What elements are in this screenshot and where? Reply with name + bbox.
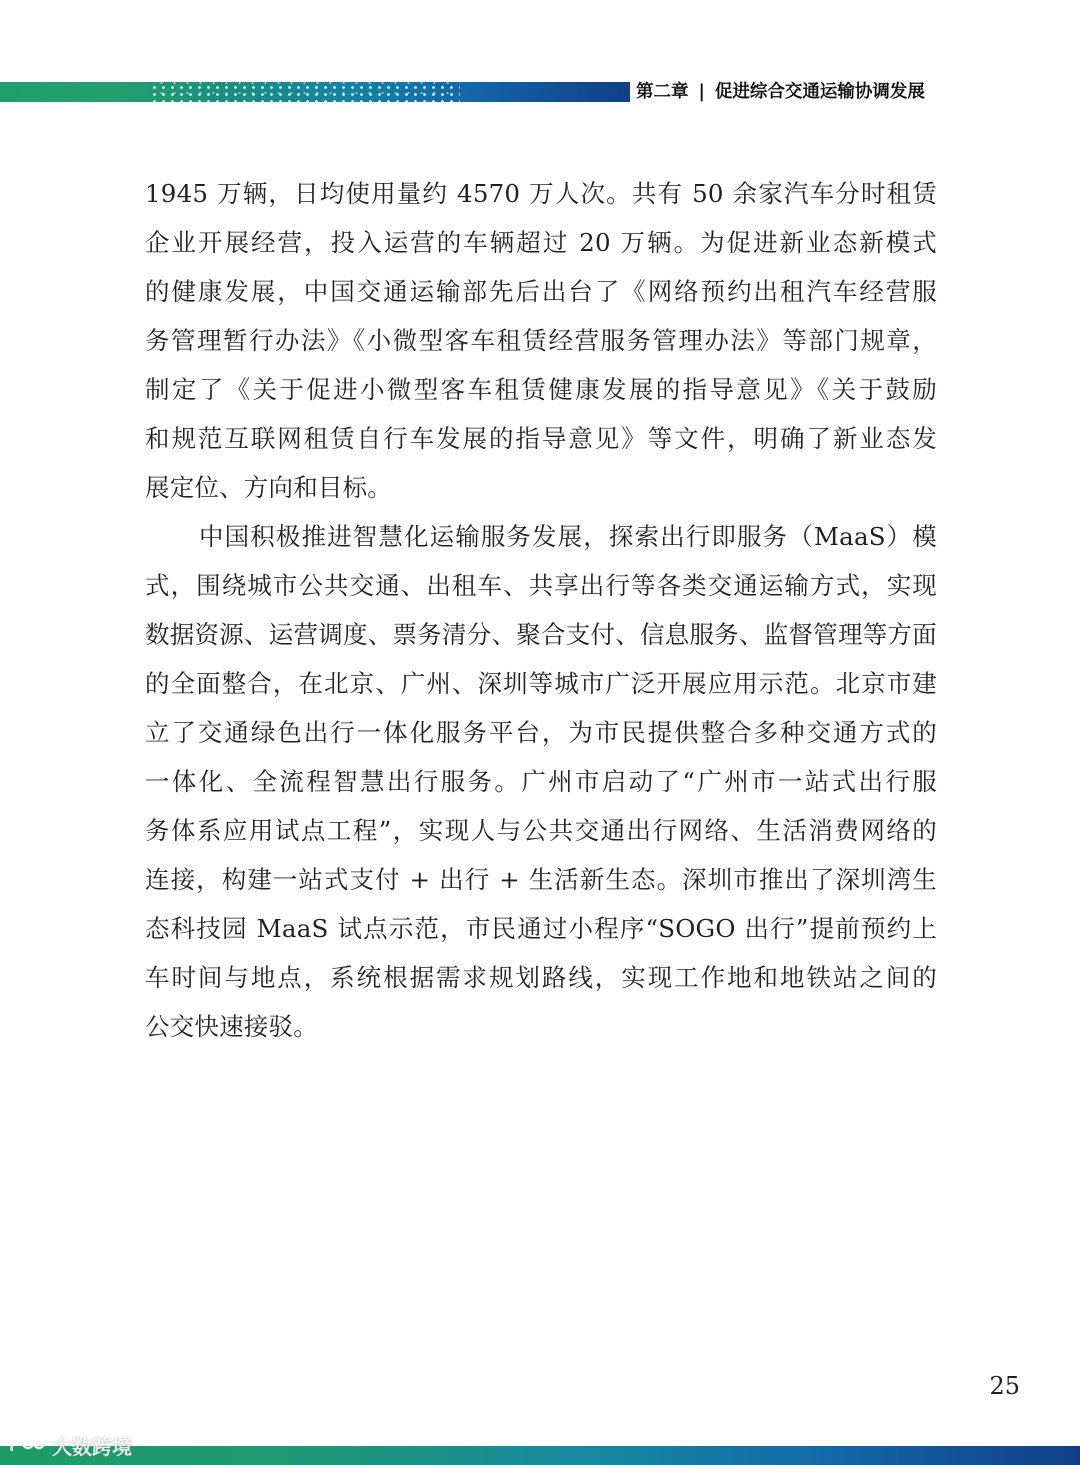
text-line: 展定位、方向和目标。 <box>145 473 392 502</box>
text-line: 中国积极推进智慧化运输服务发展，探索出行即服务（MaaS）模 <box>199 522 937 551</box>
header-dot-pattern <box>150 82 460 102</box>
text-line: 数据资源、运营调度、票务清分、聚合支付、信息服务、监督管理等方面 <box>145 620 937 649</box>
text-line: 式，围绕城市公共交通、出租车、共享出行等各类交通运输方式，实现 <box>145 571 937 600</box>
footer-band <box>0 1446 1080 1465</box>
text-line: 车时间与地点，系统根据需求规划路线，实现工作地和地铁站之间的 <box>145 963 937 992</box>
paragraph-1 <box>145 169 937 512</box>
running-header <box>636 80 925 104</box>
header-separator: | <box>698 82 705 102</box>
body-text <box>145 169 937 1051</box>
text-line: 态科技园 MaaS 试点示范，市民通过小程序“SOGO 出行”提前预约上 <box>145 914 937 943</box>
text-line: 务管理暂行办法》《小微型客车租赁经营服务管理办法》等部门规章， <box>145 326 937 355</box>
text-line: 连接，构建一站式支付 + 出行 + 生活新生态。深圳市推出了深圳湾生 <box>145 865 937 894</box>
text-line: 1945 万辆，日均使用量约 4570 万人次。共有 50 余家汽车分时租赁 <box>145 179 937 208</box>
text-line: 的健康发展，中国交通运输部先后出台了《网络预约出租汽车经营服 <box>145 277 937 306</box>
page-number: 25 <box>989 1372 1020 1400</box>
watermark-text: 大数跨境 <box>52 1434 132 1459</box>
text-line: 一体化、全流程智慧出行服务。广州市启动了“广州市一站式出行服 <box>145 767 937 796</box>
text-line: 的全面整合，在北京、广州、深圳等城市广泛开展应用示范。北京市建 <box>145 669 937 698</box>
text-line: 立了交通绿色出行一体化服务平台，为市民提供整合多种交通方式的 <box>145 718 937 747</box>
text-line: 务体系应用试点工程”，实现人与公共交通出行网络、生活消费网络的 <box>145 816 937 845</box>
text-line: 制定了《关于促进小微型客车租赁健康发展的指导意见》《关于鼓励 <box>145 375 937 404</box>
brand-logo-icon <box>8 1433 48 1457</box>
chapter-title: 促进综合交通运输协调发展 <box>714 82 925 102</box>
watermark <box>8 1430 132 1460</box>
paragraph-2 <box>145 512 937 1051</box>
text-line: 企业开展经营，投入运营的车辆超过 20 万辆。为促进新业态新模式 <box>145 228 937 257</box>
text-line: 和规范互联网租赁自行车发展的指导意见》等文件，明确了新业态发 <box>145 424 937 453</box>
chapter-label: 第二章 <box>636 82 689 102</box>
text-line: 公交快速接驳。 <box>145 1012 318 1041</box>
